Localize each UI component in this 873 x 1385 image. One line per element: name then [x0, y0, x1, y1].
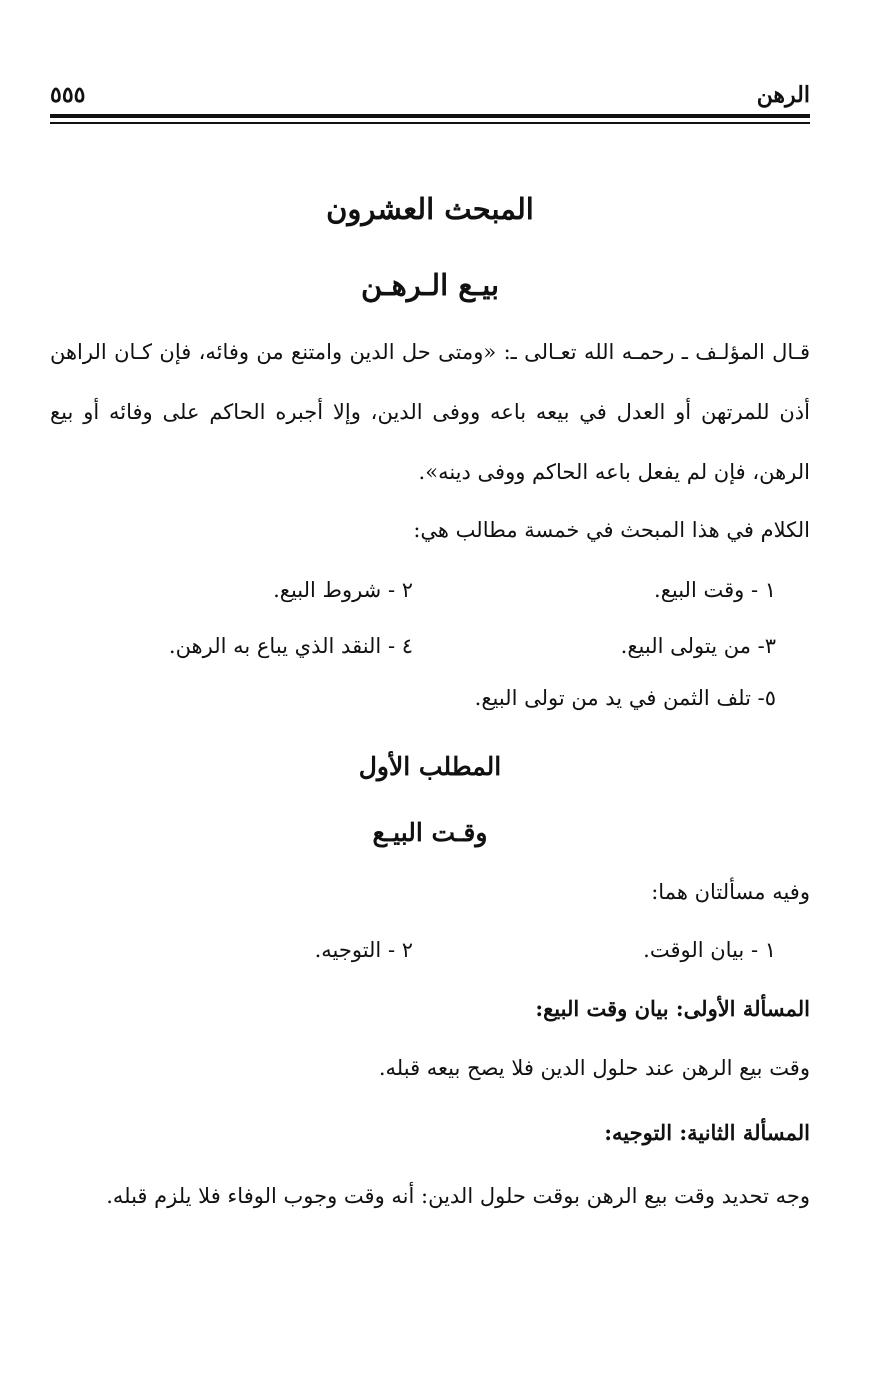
chapter-heading: المبحث العشرون — [326, 192, 534, 226]
section-heading: المطلب الأول — [358, 752, 502, 781]
header-rule-thick — [50, 114, 810, 118]
page-header — [50, 82, 810, 112]
header-rule-thin — [50, 122, 810, 124]
intro-paragraph: قـال المؤلـف ـ رحمـه الله تعـالى ـ: «ومتى حل الدين وامتنع من وفائه، فإن كـان الراهن أذن للمرتهن أو العدل في بيعه باعه ووفى الدين، وإلا أجبره الحاكم على وفائه أو بيع الرهن، فإن لم يفعل باعه الحاكم ووفى دينه». — [50, 340, 810, 484]
issue2-title: المسألة الثانية: التوجيه: — [604, 1120, 810, 1145]
page-number: ٥٥٥ — [50, 82, 86, 108]
subject-heading: بيـع الـرهـن — [360, 268, 500, 302]
list-item-5: ٥- تلف الثمن في يد من تولى البيع. — [474, 686, 776, 710]
section-title: وقـت البيـع — [372, 818, 488, 847]
running-title: الرهن — [756, 82, 810, 108]
issue-item-1: ١ - بيان الوقت. — [643, 938, 776, 962]
list-item-2: ٢ - شروط البيع. — [273, 578, 413, 602]
list-item-3: ٣- من يتولى البيع. — [620, 634, 776, 658]
issue2-text: وجه تحديد وقت بيع الرهن بوقت حلول الدين: أنه وقت وجوب الوفاء فلا يلزم قبله. — [106, 1184, 810, 1208]
issues-intro: وفيه مسألتان هما: — [651, 880, 810, 904]
list-item-1: ١ - وقت البيع. — [654, 578, 776, 602]
list-item-4: ٤ - النقد الذي يباع به الرهن. — [168, 634, 413, 658]
issue1-text: وقت بيع الرهن عند حلول الدين فلا يصح بيعه قبله. — [378, 1056, 810, 1080]
list-intro: الكلام في هذا المبحث في خمسة مطالب هي: — [413, 518, 810, 542]
issue-item-2: ٢ - التوجيه. — [314, 938, 413, 962]
issue1-title: المسألة الأولى: بيان وقت البيع: — [535, 996, 810, 1021]
